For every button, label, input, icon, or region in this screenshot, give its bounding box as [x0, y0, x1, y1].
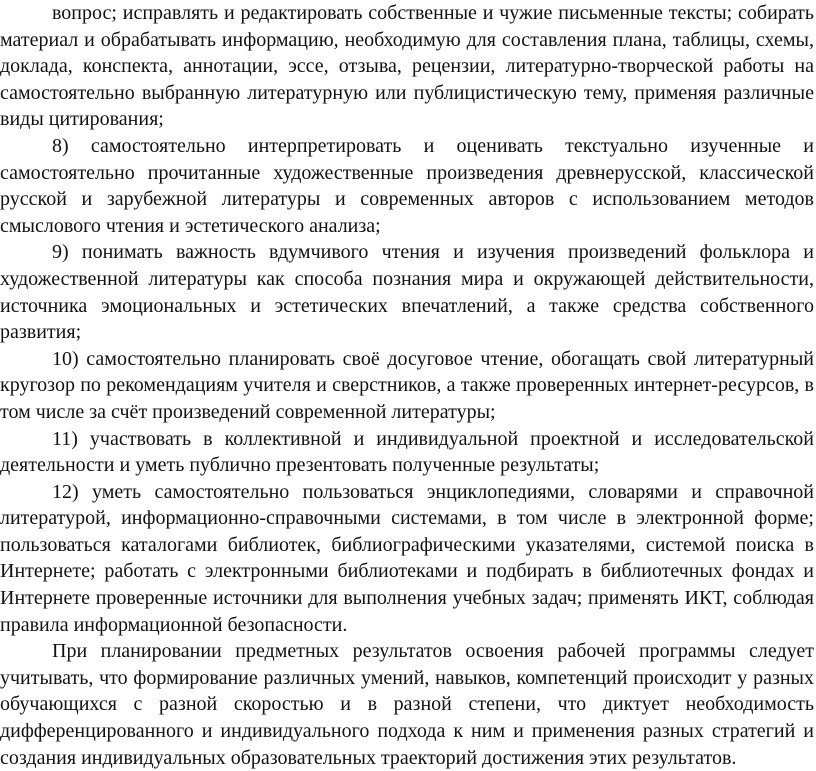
- list-item-10: 10) самостоятельно планировать своё досуговое чтение, обогащать свой литературный кругозор по рекомендациям учителя и сверстников, а также проверенных интернет-ресурсов, в том числе за счёт произведений современной литературы;: [0, 347, 814, 423]
- list-item-11: 11) участвовать в коллективной и индивидуальной проектной и исследовательской деятельности и уметь публично презентовать полученные результаты;: [0, 427, 814, 477]
- closing-paragraph: При планировании предметных результатов освоения рабочей программы следует учитывать, что формирование различных умений, навыков, компетенций происходит у разных обучающихся с разной скоростью и в разной степени, что диктует необходимость дифференцированного и индивидуального подхода к ним и применения разных стратегий и создания индивидуальных образовательных траекторий достижения этих результатов.: [0, 640, 814, 769]
- list-item-8: 8) самостоятельно интерпретировать и оценивать текстуально изученные и самостоятельно прочитанные художественные произведения древнерусской, классической русской и зарубежной литературы и современных авторов с использованием методов смыслового чтения и эстетического анализа;: [0, 134, 814, 237]
- list-item-9: 9) понимать важность вдумчивого чтения и изучения произведений фольклора и художественной литературы как способа познания мира и окружающей действительности, источника эмоциональных и эстетических впечатлений, а также средства собственного развития;: [0, 241, 814, 344]
- list-item-12: 12) уметь самостоятельно пользоваться энциклопедиями, словарями и справочной литературой, информационно-справочными системами, в том числе в электронной форме; пользоваться каталогами библиотек, библиографическими указателями, системой поиска в Интернете; работать с электронными библиотеками и подбирать в библиотечных фондах и Интернете проверенные источники для выполнения учебных задач; применять ИКТ, соблюдая правила информационной безопасности.: [0, 480, 814, 636]
- paragraph-continuation: вопрос; исправлять и редактировать собственные и чужие письменные тексты; собирать материал и обрабатывать информацию, необходимую для составления плана, таблицы, схемы, доклада, конспекта, аннотации, эссе, отзыва, рецензии, литературно-творческой работы на самостоятельно выбранную литературную или публицистическую тему, применяя различные виды цитирования;: [0, 2, 814, 131]
